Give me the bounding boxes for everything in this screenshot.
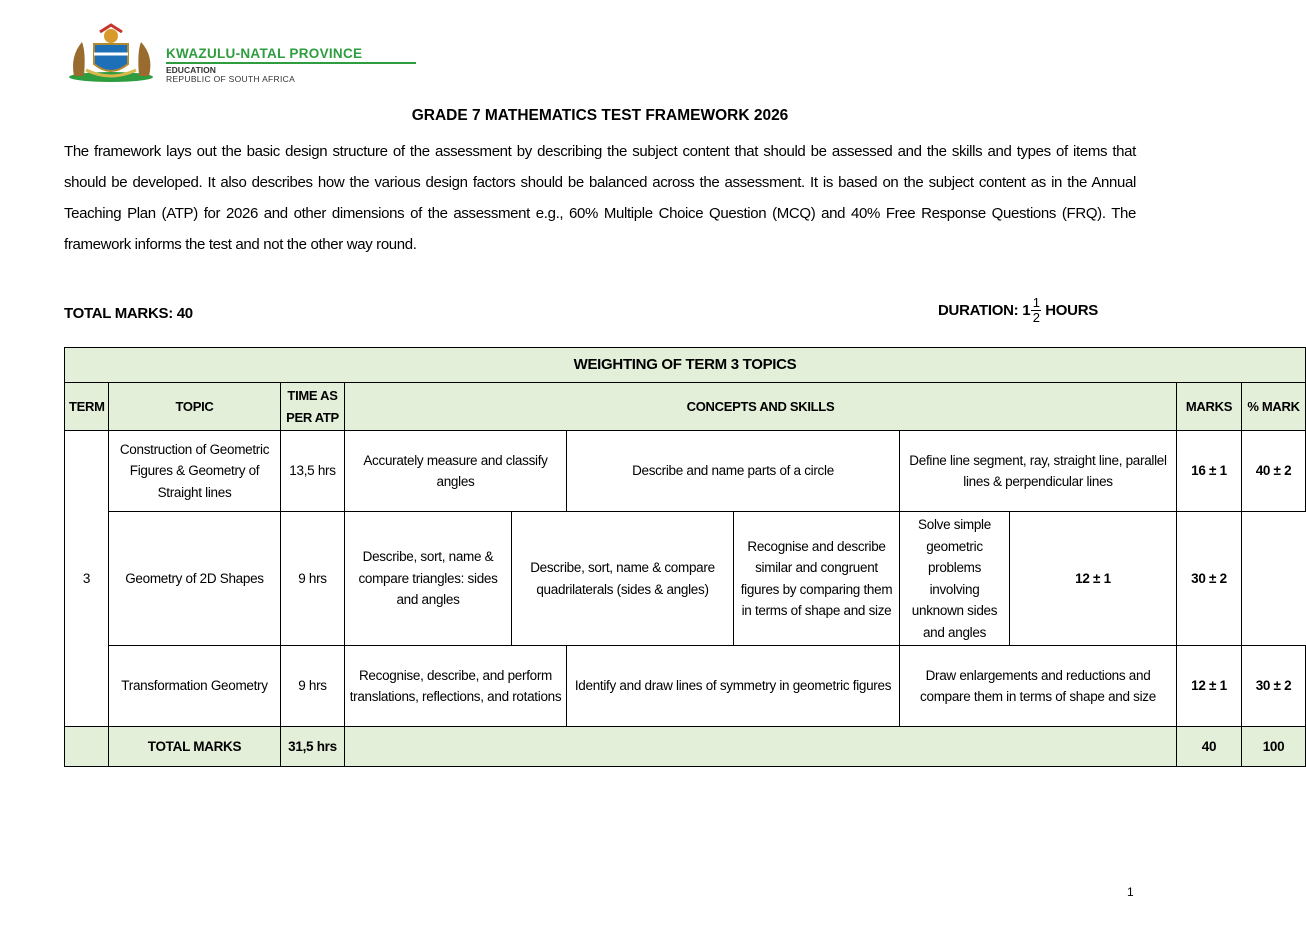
total-row: [65, 727, 1306, 767]
topic-cell: Geometry of 2D Shapes: [109, 512, 281, 646]
page-number: 1: [1127, 885, 1134, 899]
marks-cell: 12 ± 1: [1177, 646, 1242, 727]
header-percent: % MARK: [1242, 383, 1306, 431]
term-cell: 3: [65, 431, 109, 727]
header-time: TIME AS PER ATP: [281, 383, 345, 431]
total-label-cell: TOTAL MARKS: [109, 727, 281, 767]
skill-cell: Describe, sort, name & compare triangles: sides and angles: [345, 512, 512, 646]
coat-of-arms-icon: [64, 26, 159, 84]
time-cell: 9 hrs: [281, 646, 345, 727]
total-time-cell: 31,5 hrs: [281, 727, 345, 767]
table-band-title: WEIGHTING OF TERM 3 TOPICS: [65, 348, 1306, 383]
skill-cell: Recognise, describe, and perform translations, reflections, and rotations: [345, 646, 567, 727]
logo-divider: [166, 62, 416, 64]
table-row: [65, 646, 1306, 727]
fraction-denominator: 2: [1032, 310, 1040, 325]
percent-cell: 30 ± 2: [1177, 512, 1242, 646]
kzn-education-logo: [64, 26, 424, 86]
total-empty-cell: [65, 727, 109, 767]
skill-cell: Identify and draw lines of symmetry in geometric figures: [567, 646, 900, 727]
topic-cell: Construction of Geometric Figures & Geometry of Straight lines: [109, 431, 281, 512]
skill-cell: Accurately measure and classify angles: [345, 431, 567, 512]
duration-prefix: DURATION: 1: [938, 302, 1031, 319]
percent-cell: 30 ± 2: [1242, 646, 1306, 727]
skill-cell: Recognise and describe similar and congruent figures by comparing them in terms of shape and size: [734, 512, 900, 646]
skill-cell: Solve simple geometric problems involving unknown sides and angles: [900, 512, 1010, 646]
percent-cell: 40 ± 2: [1242, 431, 1306, 512]
skill-cell: Describe, sort, name & compare quadrilaterals (sides & angles): [512, 512, 734, 646]
skill-cell: Draw enlargements and reductions and compare them in terms of shape and size: [900, 646, 1177, 727]
time-cell: 13,5 hrs: [281, 431, 345, 512]
document-title: GRADE 7 MATHEMATICS TEST FRAMEWORK 2026: [411, 107, 789, 124]
topic-cell: Transformation Geometry: [109, 646, 281, 727]
fraction-numerator: 1: [1032, 295, 1040, 310]
country-name: REPUBLIC OF SOUTH AFRICA: [166, 74, 296, 84]
total-marks-cell: 40: [1177, 727, 1242, 767]
department-name: EDUCATION: [166, 65, 216, 75]
table-row: [65, 431, 1306, 512]
time-cell: 9 hrs: [281, 512, 345, 646]
total-percent-cell: 100: [1242, 727, 1306, 767]
header-term: TERM: [65, 383, 109, 431]
duration-fraction: [1031, 296, 1041, 325]
total-concepts-cell: [345, 727, 1177, 767]
header-topic: TOPIC: [109, 383, 281, 431]
total-marks-label: TOTAL MARKS: 40: [64, 305, 193, 322]
intro-paragraph: The framework lays out the basic design structure of the assessment by describing the subject content that should be assessed and the skills and types of items that should be developed. It also describes how the various design factors should be balanced across the assessment. It is based on the subject content as in the Annual Teaching Plan (ATP) for 2026 and other dimensions of the assessment e.g., 60% Multiple Choice Question (MCQ) and 40% Free Response Questions (FRQ). The framework informs the test and not the other way round.: [64, 143, 1136, 253]
skill-cell: Describe and name parts of a circle: [567, 431, 900, 512]
marks-cell: 12 ± 1: [1010, 512, 1177, 646]
header-marks: MARKS: [1177, 383, 1242, 431]
marks-cell: 16 ± 1: [1177, 431, 1242, 512]
table-band-row: [65, 348, 1306, 383]
table-header-row: [65, 383, 1306, 431]
duration-label: [938, 296, 1098, 325]
skill-cell: Define line segment, ray, straight line, parallel lines & perpendicular lines: [900, 431, 1177, 512]
weighting-table: [64, 347, 1306, 767]
table-row: [65, 512, 1306, 646]
duration-suffix: HOURS: [1045, 302, 1098, 319]
province-name: KWAZULU-NATAL PROVINCE: [166, 46, 363, 61]
header-concepts: CONCEPTS AND SKILLS: [345, 383, 1177, 431]
